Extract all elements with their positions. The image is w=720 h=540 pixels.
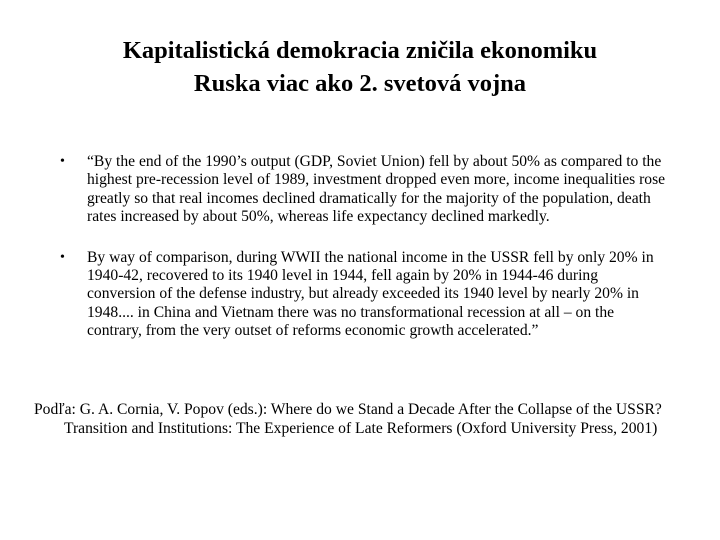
bullet-list [52,153,666,363]
bullet-item-gdp-decline [52,153,666,227]
bullet-marker: • [60,249,65,265]
slide-title-line-1: Kapitalistická demokracia zničila ekonomiku [122,37,598,64]
slide-title-line-2: Ruska viac ako 2. svetová vojna [193,70,527,97]
bullet-item-wwii-comparison [52,249,666,341]
slide-title [40,34,680,100]
source-citation: Podľa: G. A. Cornia, V. Popov (eds.): Where do we Stand a Decade After the Collapse of the USSR? Transition and Institutions: The Experience of Late Reformers (Oxford University Press, 2001) [34,401,662,437]
bullet-text: By way of comparison, during WWII the national income in the USSR fell by only 20% in 1940-42, recovered to its 1940 level in 1944, fell again by 20% in 1944-46 during conversion of the defense industry, but already exceeded its 1940 level by nearly 20% in 1948.... in China and Vietnam there was no transformational recession at all – on the contrary, from the very outset of reforms economic growth accelerated.” [87,248,654,340]
bullet-text: “By the end of the 1990’s output (GDP, Soviet Union) fell by about 50% as compared to the highest pre-recession level of 1989, investment dropped even more, income inequalities rose greatly so that real incomes declined dramatically for the majority of the population, death rates increased by about 50%, whereas life expectancy declined markedly. [87,153,666,226]
bullet-marker: • [60,154,65,169]
